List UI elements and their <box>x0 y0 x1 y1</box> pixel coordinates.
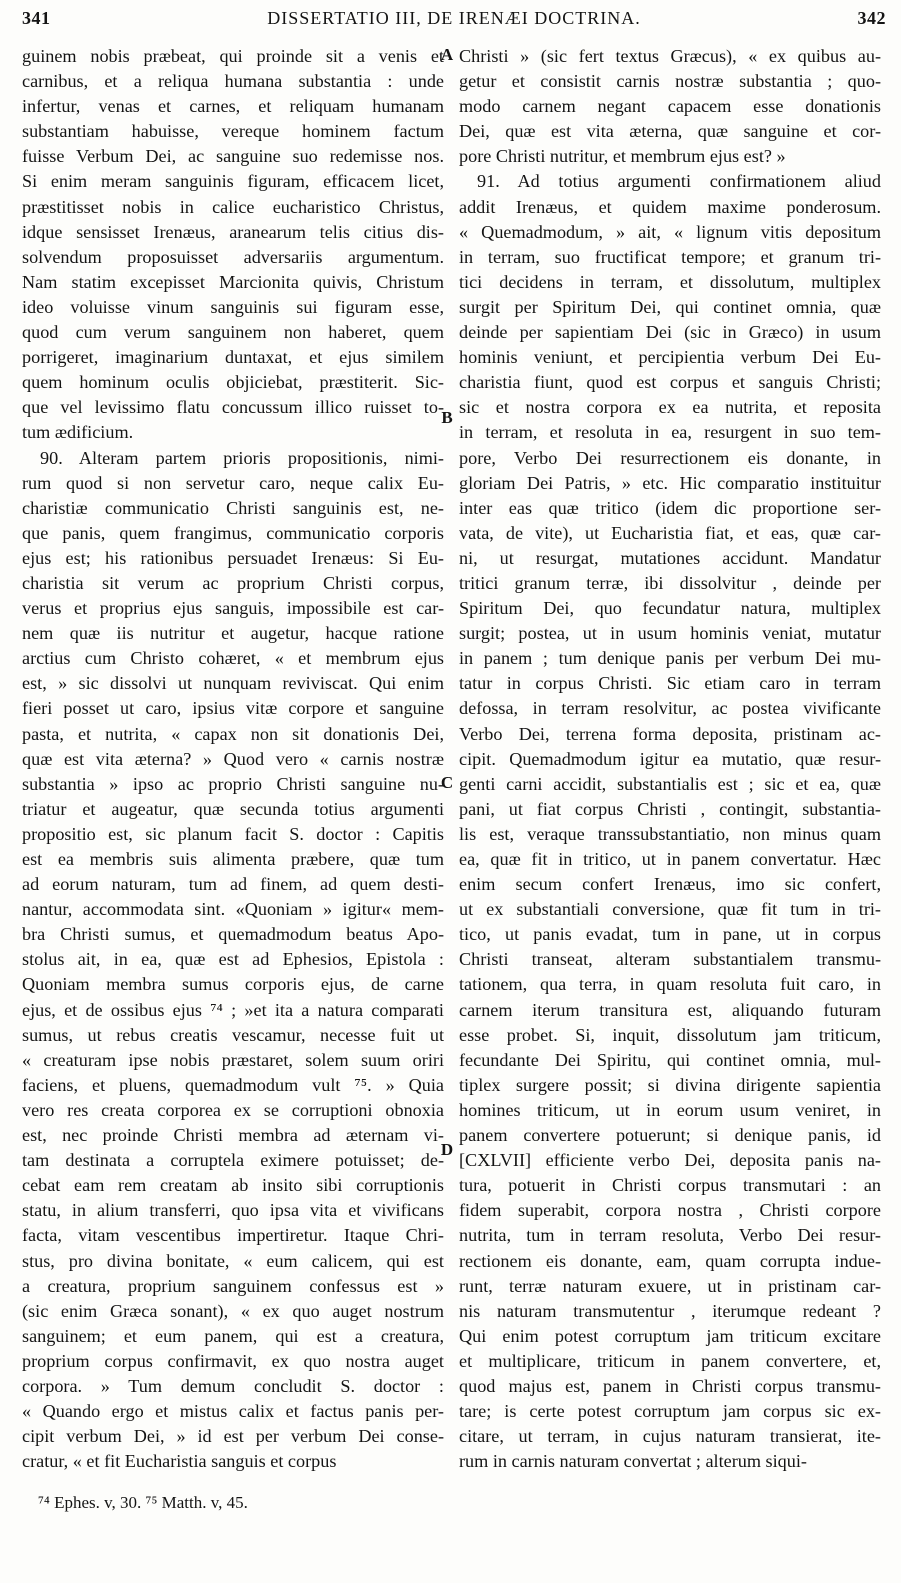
text-line: vero res creata corporea ex se corruptioni obnoxia <box>22 1099 444 1120</box>
text-line: carnibus, et a reliqua humana substantia : unde <box>22 71 444 92</box>
text-line: hominis veniunt, et percipientia verbum Dei Eu- <box>459 347 881 368</box>
margin-marker-d: D <box>440 1140 454 1159</box>
text-line: quod cum verum sanguinem non haberet, quem <box>22 322 444 343</box>
text-line: proprium corpus confirmavit, ex quo nostra auget <box>22 1350 444 1371</box>
text-line: modo carnem negant capacem esse donationis <box>459 96 881 117</box>
text-line: Qui enim potest corruptum jam triticum excitare <box>459 1325 881 1346</box>
text-line: in terram, et resoluta in ea, resurgent in suo tem- <box>459 422 881 443</box>
margin-marker-c: C <box>440 773 454 792</box>
text-line: sumus, ut rebus creatis vescamur, necesse fuit ut <box>22 1024 444 1045</box>
text-line: Si enim meram sanguinis figuram, efficacem licet, <box>22 171 444 192</box>
text-line: nem quæ iis nutritur et augetur, hacque ratione <box>22 623 444 644</box>
text-line: ni, ut resurgat, mutationes accidunt. Mandatur <box>459 547 881 568</box>
text-line: tici decidens in terram, et dissolutum, multiplex <box>459 271 881 292</box>
text-line: triatur et augeatur, quæ secunda totius argumenti <box>22 798 444 819</box>
text-line: rum in carnis naturam convertat ; alterum siqui- <box>459 1451 807 1472</box>
right-column <box>459 44 881 1474</box>
text-line: charistia sit verum ac proprium Christi corpus, <box>22 572 444 593</box>
text-line: genti carni accidit, substantialis est ; sic et ea, quæ <box>459 773 881 794</box>
text-line: quem hominum oculis objiciebat, præstiterit. Sic- <box>22 372 444 393</box>
text-line: et multiplicare, triticum in panem convertere, et, <box>459 1350 881 1371</box>
text-line: Christi » (sic fert textus Græcus), « ex quibus au- <box>459 46 881 66</box>
running-header <box>22 8 886 36</box>
text-line: facta, vitam vescentibus impertiretur. Itaque Chri- <box>22 1225 444 1246</box>
text-line: « creaturam ipse nobis præstaret, solem suum oriri <box>22 1049 444 1070</box>
text-line: bra Christi sumus, et quemadmodum beatus Apo- <box>22 924 444 945</box>
text-line: Quoniam membra sumus corporis ejus, de carne <box>22 974 444 995</box>
text-line: tationem, qua terra, in quam resoluta fuit caro, in <box>459 974 881 995</box>
text-line: esse probet. Si, inquit, dissolutum jam triticum, <box>459 1024 881 1045</box>
text-line: ejus est; his rationibus persuadet Irenæus: Si Eu- <box>22 547 444 568</box>
text-line: corpora. » Tum demum concludit S. doctor : <box>22 1375 444 1396</box>
text-line: tura, potuerit in Christi corpus transmutari : an <box>459 1175 881 1196</box>
text-line: ejus, et de ossibus ejus ⁷⁴ ; »et ita a natura comparati <box>22 999 444 1020</box>
text-line: Spiritum Dei, quo fecundatur natura, multiplex <box>459 598 881 619</box>
margin-marker-b: B <box>441 408 453 427</box>
text-line: nis naturam transmutentur , iterumque redeant ? <box>459 1300 881 1321</box>
text-line: inter eas quæ tritico (idem dic proportione ser- <box>459 497 881 518</box>
text-line: homines triticum, ut in eorum usum veniret, in <box>459 1099 881 1120</box>
text-line: præstitisset nobis in calice eucharistico Christus, <box>22 196 444 217</box>
text-line: [CXLVII] efficiente verbo Dei, deposita panis na- <box>459 1150 881 1171</box>
text-line: tam destinata a corruptela eximere potuisset; de- <box>22 1150 444 1171</box>
text-line: tritici granum terræ, ibi dissolvitur , deinde per <box>459 572 881 593</box>
text-line: « Quando ergo et mistus calix et factus panis per- <box>22 1401 444 1422</box>
text-line: infertur, venas et carnes, et reliquam humanam <box>22 96 444 117</box>
text-line: nantur, accommodata sint. «Quoniam » igitur« mem- <box>22 899 444 920</box>
page-number-left: 341 <box>22 8 51 28</box>
text-line: stolus ait, in ea, quæ est ad Ephesios, Epistola : <box>22 949 444 970</box>
text-line: « Quemadmodum, » ait, « lignum vitis depositum <box>459 221 881 242</box>
text-line: pasta, et nutrita, « capax non sit donationis Dei, <box>22 723 444 744</box>
running-title: DISSERTATIO III, DE IRENÆI DOCTRINA. <box>267 8 641 28</box>
text-line: 90. Alteram partem prioris propositionis, nimi- <box>40 447 444 468</box>
text-line: vata, de vite), ut Eucharistia fiat, et eas, quæ car- <box>459 522 881 543</box>
text-line: gloriam Dei Patris, » etc. Hic comparatio instituitur <box>459 472 881 493</box>
text-line: citare, ut terram, in cujus naturam transierat, ite- <box>459 1426 881 1447</box>
margin-marker-a: A <box>440 45 454 64</box>
text-line: est ea membris suis alimenta præbere, quæ tum <box>22 849 444 869</box>
text-line: enim secum confert Irenæus, imo sic confert, <box>459 874 881 895</box>
text-line: tiplex surgere possit; si divina dirigente sapientia <box>459 1074 881 1095</box>
text-line: carnem iterum transitura est, aliquando futuram <box>459 999 881 1020</box>
text-line: pore Christi nutritur, et membrum ejus est? » <box>459 146 786 167</box>
text-line: sanguinem; et eum panem, qui est a creatura, <box>22 1325 444 1346</box>
text-line: tatur in corpus Christi. Sic etiam caro in terram <box>459 673 881 694</box>
text-line: sic et nostra corpora ex ea nutrita, et reposita <box>459 397 881 418</box>
text-line: lis est, veraque transsubstantiatio, non minus quam <box>459 823 881 844</box>
text-line: est, nec proinde Christi membra ad æternam vi- <box>22 1125 444 1146</box>
text-line: idque sensisset Irenæus, aranearum telis citius dis- <box>22 221 444 242</box>
text-line: Nam statim excepisset Marcionita quivis, Christum <box>22 271 444 292</box>
text-line: ea, quæ fit in tritico, ut in panem convertatur. Hæc <box>459 849 881 869</box>
text-line: solvendum proposuisset adversariis argumentum. <box>22 246 444 267</box>
text-line: fecundante Dei Spiritu, qui continet omnia, mul- <box>459 1049 881 1070</box>
text-line: Christi transeat, alteram substantialem transmu- <box>459 949 881 970</box>
text-line: ad eorum naturam, tum ad finem, ad quem desti- <box>22 874 444 895</box>
text-line: arctius cum Christo cohæret, « et membrum ejus <box>22 648 444 669</box>
left-column <box>22 44 444 1474</box>
text-line: rectionem eis donante, eam, quam corrupta indue- <box>459 1250 881 1271</box>
text-line: stus, pro divina bonitate, « eum calicem, qui est <box>22 1250 444 1271</box>
text-line: a creatura, proprium sanguinem confessus est » <box>22 1275 444 1296</box>
text-line: surgit per Spiritum Dei, qui continet omnia, quæ <box>459 296 881 317</box>
text-line: Dei, quæ est vita æterna, quæ sanguine et cor- <box>459 121 881 142</box>
text-line: faciens, et pluens, quemadmodum vult ⁷⁵. » Quia <box>22 1074 444 1095</box>
text-line: charistiæ communicatio Christi sanguinis est, ne- <box>22 497 444 518</box>
text-line: getur et consistit carnis nostræ substantia ; quo- <box>459 71 881 92</box>
text-line: deinde per sapientiam Dei (sic in Græco) in usum <box>459 322 881 343</box>
text-line: substantiam habuisse, vereque hominem factum <box>22 121 444 142</box>
text-line: ut ex substantiali conversione, quæ fit tum in tri- <box>459 899 881 920</box>
text-line: cipit. Quemadmodum igitur ea mutatio, quæ resur- <box>459 748 881 769</box>
text-line: defossa, in terram resolvitur, ac postea vivificante <box>459 698 881 719</box>
text-line: cratur, « et fit Eucharistia sanguis et corpus <box>22 1451 337 1472</box>
text-line: quæ est vita æterna? » Quod vero « carnis nostræ <box>22 748 444 769</box>
text-line: quod majus est, panem in Christi corpus transmu- <box>459 1375 881 1396</box>
text-line: guinem nobis præbeat, qui proinde sit a venis et <box>22 46 444 66</box>
footnotes: ⁷⁴ Ephes. v, 30. ⁷⁵ Matth. v, 45. <box>38 1493 248 1512</box>
text-line: rum quod si non servetur caro, neque calix Eu- <box>22 472 444 493</box>
text-line: in panem ; tum denique panis per verbum Dei mu- <box>459 648 881 669</box>
text-line: 91. Ad totius argumenti confirmationem aliud <box>477 171 881 192</box>
text-line: tare; is certe potest corruptum jam corpus sic ex- <box>459 1401 881 1422</box>
text-line: porrigeret, imaginarium duntaxat, et ejus similem <box>22 347 444 368</box>
text-line: surgit; postea, ut in usum hominis veniat, mutatur <box>459 623 881 644</box>
text-line: panem convertere potuerunt; si denique panis, id <box>459 1125 881 1146</box>
text-line: cipit verbum Dei, » id est per verbum Dei conse- <box>22 1426 444 1447</box>
text-line: ideo voluisse vinum sanguinis sui figuram esse, <box>22 296 444 317</box>
text-line: addit Irenæus, et quidem maxime ponderosum. <box>459 196 881 217</box>
text-line: propositio est, sic planum facit S. doctor : Capitis <box>22 823 444 844</box>
text-line: que vel levissimo flatu concussum illico ruisset to- <box>22 397 444 418</box>
text-line: fidem superabit, corpora nostra , Christi corpore <box>459 1200 881 1221</box>
text-line: est, » sic dissolvi ut nunquam reviviscat. Qui enim <box>22 673 444 694</box>
text-line: tico, ut panis evadat, tum in pane, ut in corpus <box>459 924 881 945</box>
text-line: verus et proprius ejus sanguis, impossibile est car- <box>22 598 444 619</box>
text-line: statu, in alium transferri, quo ipsa vita et vivificans <box>22 1200 444 1221</box>
text-line: fuisse Verbum Dei, ac sanguine suo redemisse nos. <box>22 146 444 167</box>
text-line: pani, ut fiat corpus Christi , contingit, substantia- <box>459 798 881 819</box>
text-line: cebat eam rem creatam ab insito sibi corruptionis <box>22 1175 444 1196</box>
text-line: in terram, suo fructificat tempore; et granum tri- <box>459 246 881 267</box>
text-line: (sic enim Græca sonant), « ex quo auget nostrum <box>22 1300 444 1321</box>
text-line: charistia fiunt, quod est corpus et sanguis Christi; <box>459 372 881 393</box>
text-line: fieri posset ut caro, ipsius vitæ corpore et sanguine <box>22 698 444 719</box>
text-line: substantia » ipso ac proprio Christi sanguine nu- <box>22 773 444 794</box>
text-line: Verbo Dei, terrena forma deposita, pristinam ac- <box>459 723 881 744</box>
text-line: que panis, quem frangimus, communicatio corporis <box>22 522 444 543</box>
text-line: runt, terræ naturam exuere, ut in pristinam car- <box>459 1275 881 1296</box>
text-line: tum ædificium. <box>22 422 134 443</box>
text-line: nutrita, tum in terram resoluta, Verbo Dei resur- <box>459 1225 881 1246</box>
text-line: pore, Verbo Dei resurrectionem eis donante, in <box>459 447 881 468</box>
page-number-right: 342 <box>857 8 886 28</box>
